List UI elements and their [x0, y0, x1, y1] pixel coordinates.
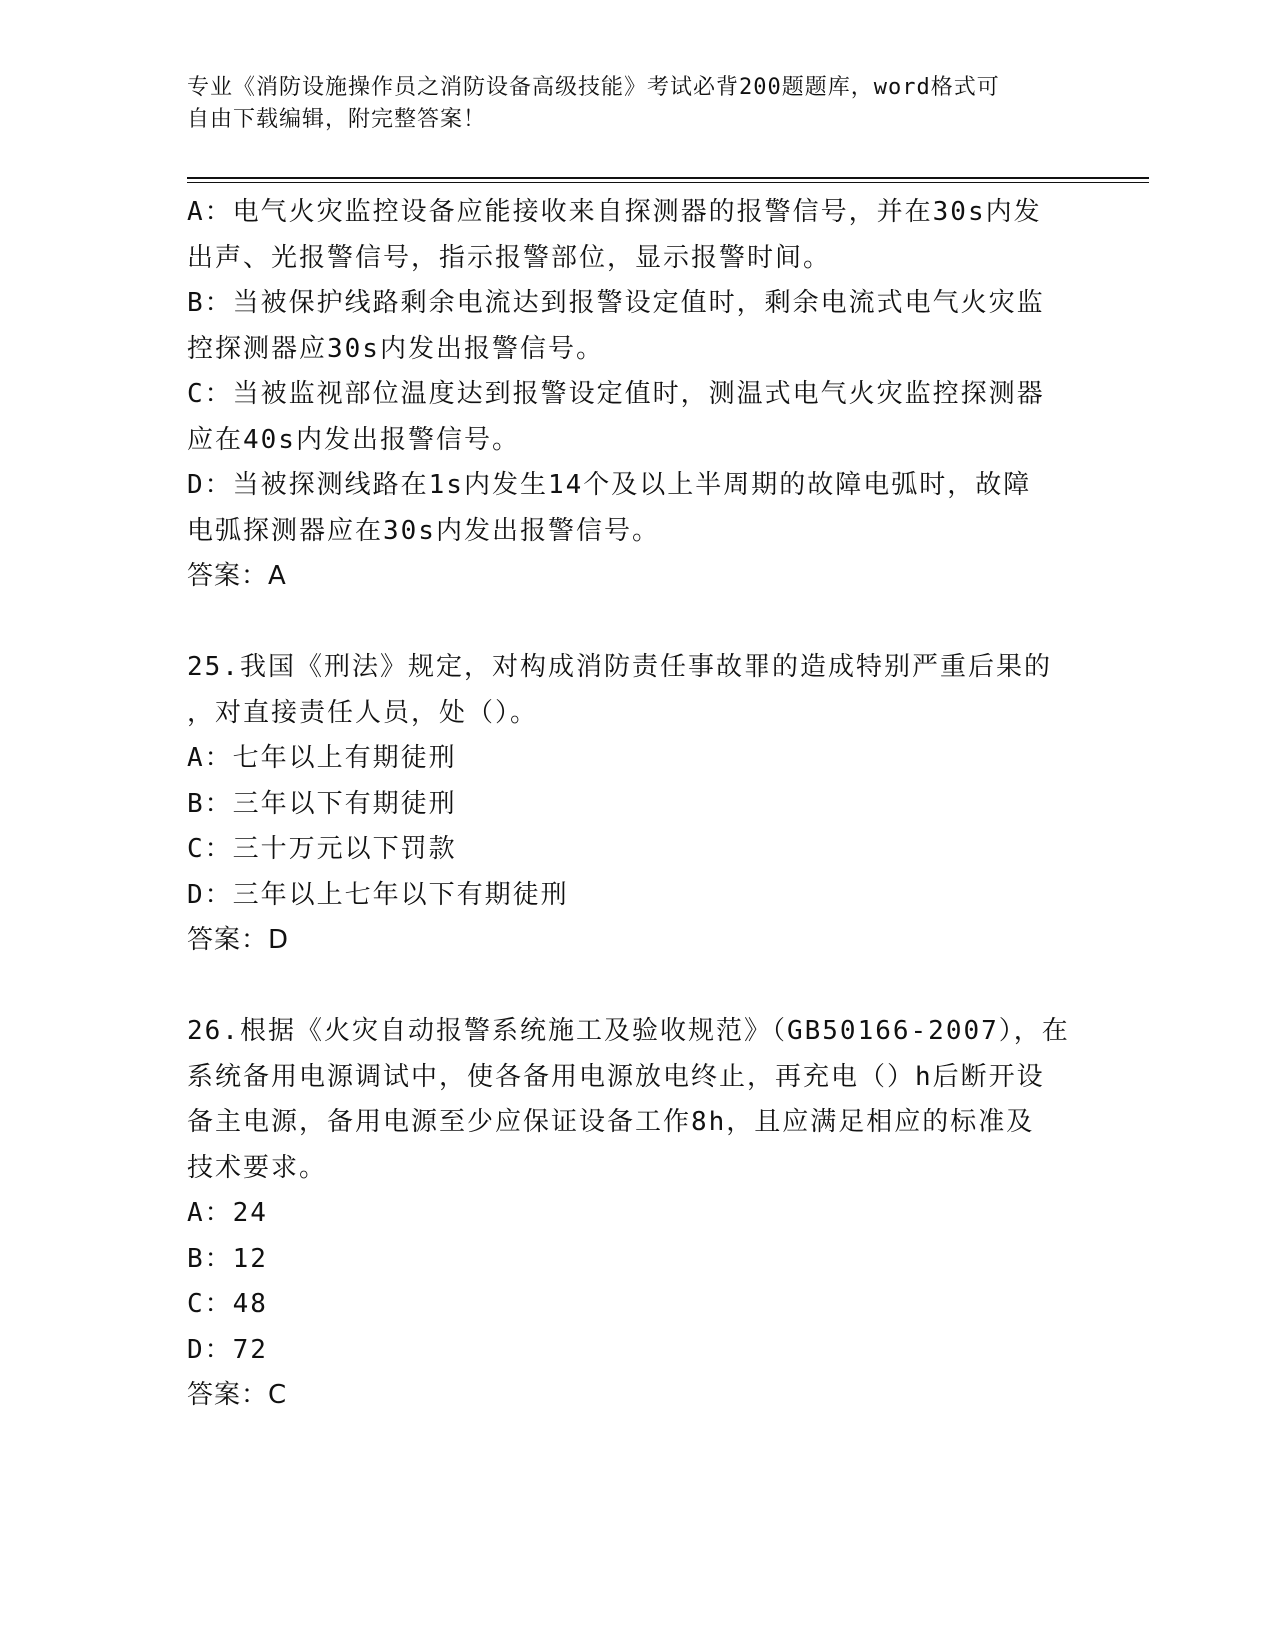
question-list [187, 190, 1087, 1419]
option-b: B：当被保护线路剩余电流达到报警设定值时，剩余电流式电气火灾监 [187, 288, 1045, 318]
option-a: A：电气火灾监控设备应能接收来自探测器的报警信号，并在30s内发 [187, 197, 1042, 227]
option-b: B：三年以下有期徒刑 [187, 788, 457, 819]
option-c: C：48 [187, 1289, 268, 1319]
question-text: 25.我国《刑法》规定，对构成消防责任事故罪的造成特别严重后果的 [187, 652, 1052, 682]
spacer [187, 964, 1087, 1010]
question-text: 26.根据《火灾自动报警系统施工及验收规范》（GB50166-2007），在 [187, 1016, 1070, 1046]
answer-line: 答案：C [187, 1380, 288, 1410]
option-c: C：三十万元以下罚款 [187, 834, 457, 864]
header-divider-thick [187, 177, 1149, 179]
option-a: A：七年以上有期徒刑 [187, 743, 457, 773]
document-header [187, 72, 1067, 136]
question-25 [187, 645, 1087, 964]
answer-line: 答案：A [187, 561, 287, 591]
spacer [187, 600, 1087, 646]
option-c: C：当被监视部位温度达到报警设定值时，测温式电气火灾监控探测器 [187, 379, 1045, 409]
option-d: D：72 [187, 1334, 268, 1365]
question-text-cont: ，对直接责任人员，处（）。 [187, 697, 539, 728]
question-text-cont: 系统备用电源调试中，使各备用电源放电终止，再充电（）h后断开设 [187, 1061, 1045, 1092]
option-b: B：12 [187, 1243, 268, 1274]
option-d: D：当被探测线路在1s内发生14个及以上半周期的故障电弧时，故障 [187, 470, 1032, 500]
option-d: D：三年以上七年以下有期徒刑 [187, 879, 569, 910]
answer-line: 答案：D [187, 925, 290, 955]
question-text-cont: 技术要求。 [187, 1152, 328, 1183]
header-divider-thin [187, 182, 1149, 183]
option-b-cont: 控探测器应30s内发出报警信号。 [187, 333, 604, 364]
option-c-cont: 应在40s内发出报警信号。 [187, 424, 520, 455]
question-26 [187, 1009, 1087, 1419]
option-a-cont: 出声、光报警信号，指示报警部位，显示报警时间。 [187, 242, 832, 273]
option-d-cont: 电弧探测器应在30s内发出报警信号。 [187, 515, 660, 546]
question-24 [187, 190, 1087, 600]
header-line-1: 专业《消防设施操作员之消防设备高级技能》考试必背200题题库，word格式可 [187, 75, 1000, 100]
option-a: A：24 [187, 1198, 268, 1228]
question-text-cont: 备主电源，备用电源至少应保证设备工作8h，且应满足相应的标准及 [187, 1107, 1035, 1137]
header-line-2: 自由下载编辑，附完整答案！ [187, 107, 487, 132]
